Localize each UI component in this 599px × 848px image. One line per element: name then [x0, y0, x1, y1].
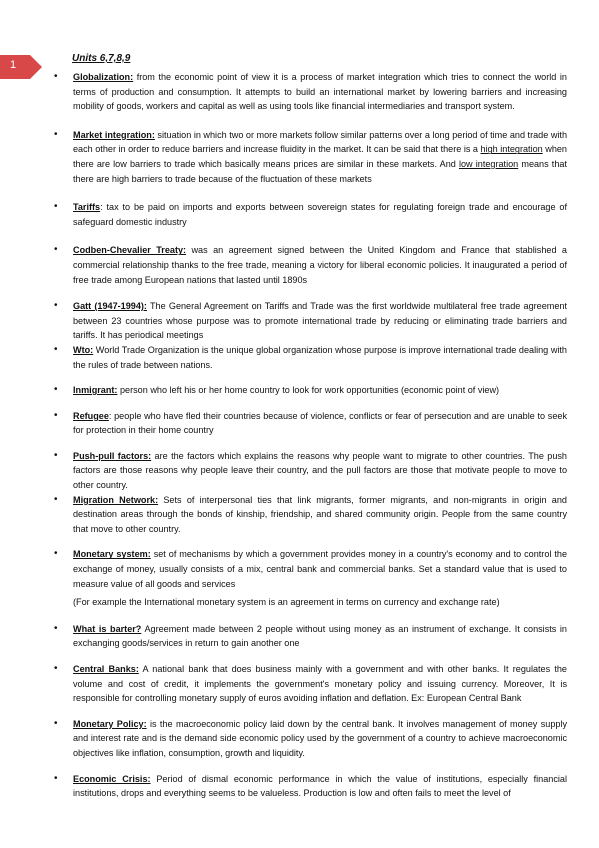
term: Central Banks: — [73, 664, 139, 674]
entry-barter — [52, 622, 567, 651]
term: Economic Crisis: — [73, 773, 151, 784]
entry-inmigrant — [52, 383, 567, 398]
definition: situation in which two or more markets follow similar patterns over a long period of time and trade with each other in order to reduce barriers and increase fluidity in the market. It can be said that there is a — [73, 129, 567, 155]
term: Codben-Chevalier Treaty: — [73, 245, 187, 256]
units-title: Units 6,7,8,9 — [72, 53, 131, 64]
definition: : tax to be paid on imports and exports between sovereign states for regulating foreign trade and encourage of safeguard domestic industry — [73, 202, 567, 227]
marker-arrow-icon — [0, 55, 44, 79]
definition: means that there are high barriers to trade because of the fluctuation of these markets — [73, 158, 567, 184]
term: Globalization: — [73, 72, 134, 82]
glossary-list — [52, 70, 567, 801]
definition: Agreement made between 2 people without using money as an instrument of exchange. It consists in exchanging goods/services in return to gain another one — [73, 623, 567, 649]
definition: : people who have fled their countries because of violence, conflicts or fear of persecution and are unable to seek for protection in their home country — [73, 410, 567, 436]
term: Monetary system: — [73, 549, 151, 560]
definition: Period of dismal economic performance in which the value of institutions, especially financial institutions, drops and everything seems to be valueless. Production is low and often fails to meet the level of — [73, 773, 568, 799]
entry-central-banks — [52, 662, 567, 706]
term: Migration Network: — [73, 494, 159, 505]
definition: when there are low barriers to trade which basically means prices are similar in these markets. And — [73, 144, 567, 169]
entry-cobden-chevalier-treaty — [52, 243, 567, 287]
term: Tariffs — [73, 202, 101, 213]
entry-refugee — [52, 409, 567, 438]
page-number: 1 — [10, 59, 17, 71]
term: Wto: — [73, 344, 94, 355]
definition: was an agreement signed between the United Kingdom and France that stablished a commercial relationship thanks to the free trade, meaning a victory for liberal economic policies. It inaugurated a period of free trade among European nations that lasted until 1890s — [73, 245, 567, 285]
entry-market-integration — [52, 128, 567, 186]
definition: from the economic point of view it is a process of market integration which tries to connect the world in terms of production and consumption. It attempts to build an international market by lowering barriers and increasing mobility of goods, workers and capital as well as using tools like financial intermediaries and transport system. — [73, 72, 567, 112]
high-integration-term: high integration — [480, 144, 543, 155]
term: Market integration: — [73, 129, 155, 140]
entry-wto — [52, 343, 567, 372]
entry-migration-network — [52, 493, 567, 537]
term: Inmigrant: — [73, 385, 118, 396]
entry-monetary-policy — [52, 717, 567, 761]
definition: are the factors which explains the reasons why people want to migrate to other countries. The push factors are those reasons why people leave their country, and the pull factors are those that motivate people to move to other country. — [73, 450, 567, 491]
entry-push-pull-factors — [52, 449, 567, 493]
entry-globalization — [52, 70, 567, 114]
definition: set of mechanisms by which a government provides money in a country's economy and to control the exchange of money, usually consists of a mix, central bank and commercial banks. Set a standard value that is used to measure value of all goods and services — [73, 549, 568, 589]
definition: A national bank that does business mainly with a government and with other banks. It regulates the volume and cost of credit, it implements the government's monetary policy and issuing currency. Moreover, It is responsible for controlling monetary supply of euros avoiding inflation and deflation. Ex: European Central Bank — [73, 664, 567, 704]
entry-tariffs — [52, 200, 567, 229]
entry-gatt — [52, 299, 567, 343]
definition: The General Agreement on Tariffs and Trade was the first worldwide multilateral free trade agreement between 23 countries whose purpose was to promote international trade by reducing or eliminating trade barriers and tariffs. It has periodical meetings — [73, 301, 567, 341]
entry-economic-crisis — [52, 772, 567, 801]
definition: person who left his or her home country to look for work opportunities (economic point of view) — [117, 385, 500, 396]
definition: Sets of interpersonal ties that link migrants, former migrants, and non-migrants in origin and destination areas through the bonds of kinship, friendship, and shared community origin. People from the same country that move to other country. — [73, 494, 567, 534]
definition: is the macroeconomic policy laid down by the central bank. It involves management of money supply and interest rate and is the demand side economic policy used by the government of a country to achieve macroeconomic objectives like inflation, consumption, growth and liquidity. — [73, 718, 567, 758]
term: Monetary Policy: — [73, 718, 147, 729]
definition: World Trade Organization is the unique global organization whose purpose is improve international trade dealing with the rules of trade between nations. — [73, 344, 567, 370]
term: What is barter? — [73, 623, 142, 634]
term: Refugee — [73, 410, 109, 421]
term: Gatt (1947-1994): — [73, 301, 147, 312]
term: Push-pull factors: — [73, 450, 152, 461]
entry-monetary-system — [52, 547, 567, 591]
monetary-system-example-note: (For example the International monetary system is an agreement in terms on currency and exchange rate) — [73, 597, 500, 608]
low-integration-term: low integration — [458, 158, 519, 169]
page-number-marker — [0, 55, 44, 79]
